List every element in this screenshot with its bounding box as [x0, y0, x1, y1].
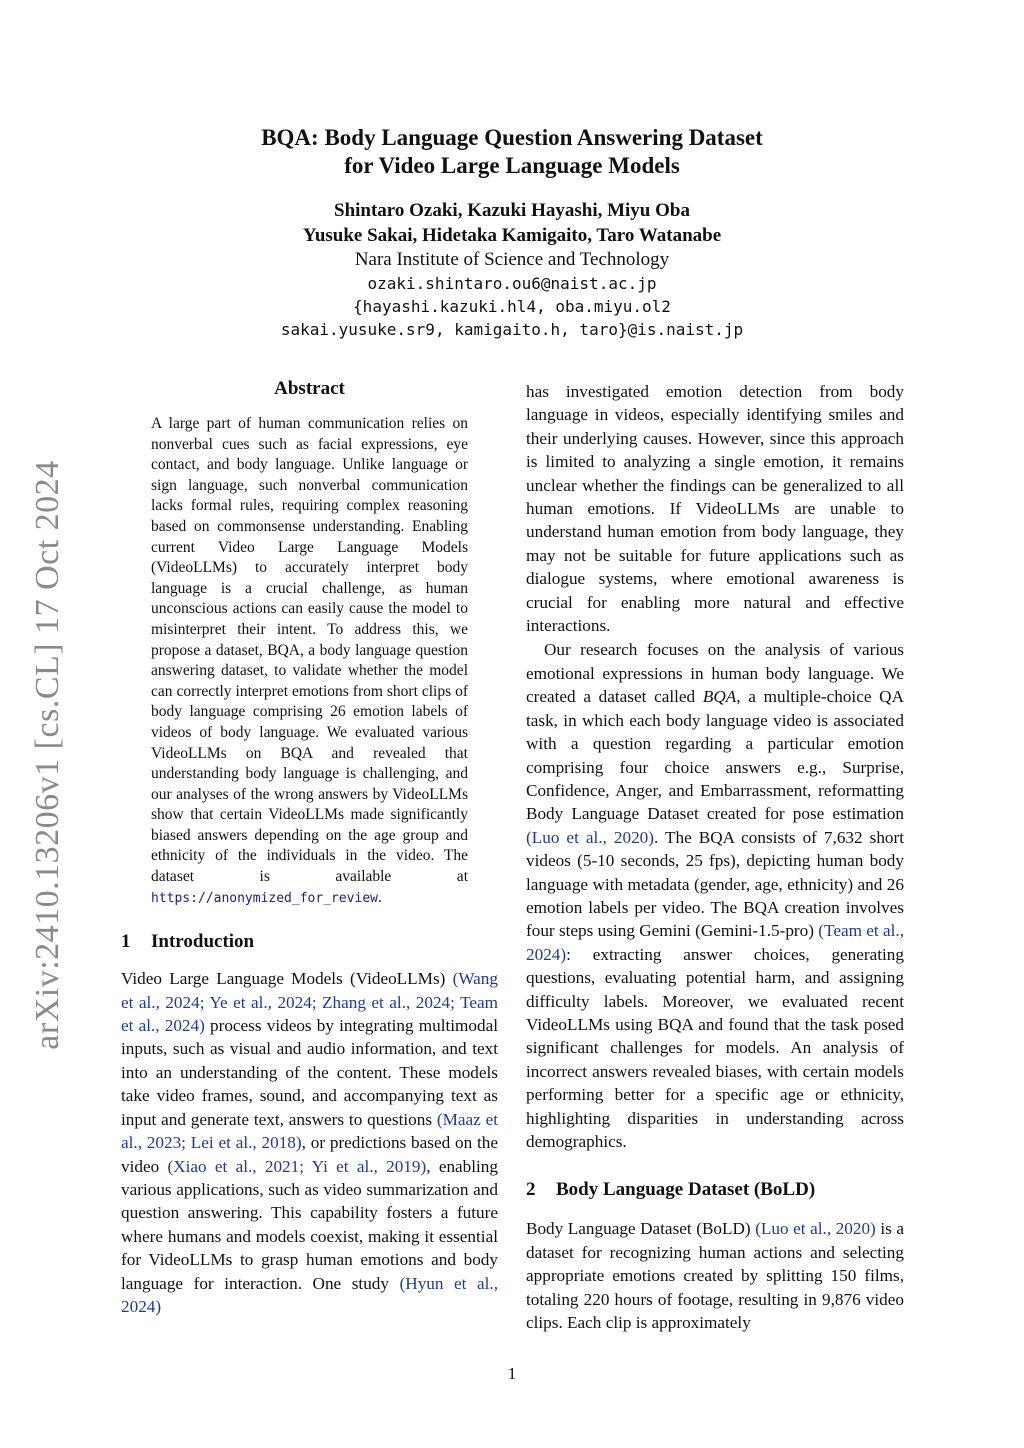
email-line-3: sakai.yusuke.sr9, kamigaito.h, taro}@is.naist.jp: [280, 320, 744, 339]
authors-line-1: Shintaro Ozaki, Kazuki Hayashi, Miyu Oba: [334, 200, 690, 221]
bold-p1-b: is a dataset for recognizing human actions and selecting appropriate emotions created by splitting 150 films, totaling 220 hours of footage, resulting in 9,876 video clips. Each clip is approximately: [526, 1219, 905, 1333]
dataset-name-bqa: BQA: [702, 687, 737, 707]
arxiv-stamp-text: arXiv:2410.13206v1 [cs.CL] 17 Oct 2024: [29, 460, 66, 1050]
bold-p1-a: Body Language Dataset (BoLD): [526, 1219, 751, 1239]
dataset-link[interactable]: https://anonymized_for_review: [151, 890, 378, 906]
citation-luo[interactable]: (Luo et al., 2020): [526, 827, 654, 847]
citation-xiao-yi[interactable]: (Xiao et al., 2021; Yi et al., 2019): [167, 1156, 427, 1176]
intro-p1-a: Video Large Language Models (VideoLLMs): [121, 969, 446, 989]
citation-hyun[interactable]: (Hyun et al., 2024): [121, 1273, 499, 1316]
section-2-heading: [526, 1177, 904, 1203]
abstract-body: A large part of human communication relies on nonverbal cues such as facial expressions, eye contact, and body language. Unlike language or sign language, such nonverbal communication lacks formal rules, requiring complex reasoning based on commonsense understanding. Enabling current Video Large Language Models (VideoLLMs) to accurately interpret body language is a crucial challenge, as human unconscious actions can easily cause the model to misinterpret their intent. To address this, we propose a dataset, BQA, a body language question answering dataset, to validate whether the model can correctly interpret emotions from short clips of body language comprising 26 emotion labels of videos of body language. We evaluated various VideoLLMs on BQA and revealed that understanding body language is challenging, and our analyses of the wrong answers by VideoLLMs show that certain VideoLLMs made significantly biased answers depending on the age group and ethnicity of the individuals in the video. The dataset is available at: [151, 415, 468, 886]
author-list: [150, 198, 874, 248]
intro-p1-d: , or predictions based on the video: [121, 1133, 498, 1176]
intro-paragraph-2: [526, 638, 904, 1153]
section-1-heading: [121, 929, 498, 955]
intro-p2-d: : extracting answer choices, generating questions, evaluating potential harm, and assigning difficulty labels. Moreover, we evaluated recent VideoLLMs using BQA and found that the task posed significant challenges for models. An analysis of incorrect answers revealed biases, with certain models performing better for a specific age or ethnicity, highlighting disparities in understanding across demographics.: [526, 944, 904, 1151]
page-number: 1: [507, 1364, 517, 1383]
section-1-number: 1: [121, 931, 131, 953]
citation-team[interactable]: (Team et al., 2024): [526, 921, 904, 964]
arxiv-stamp: [20, 450, 76, 1060]
section-1-title: Introduction: [151, 931, 255, 953]
right-column: [526, 380, 904, 1334]
intro-paragraph-1-continued: has investigated emotion detection from body language in videos, especially identifying smiles and their underlying causes. However, since this approach is limited to analyzing a single emotion, it remains unclear whether the findings can be generalized to all human emotions. If VideoLLMs are unable to understand human emotion from body language, they may not be suitable for future applications such as dialogue systems, where emotional awareness is crucial for enabling more natural and effective interactions.: [526, 382, 904, 636]
intro-p2-c: . The BQA consists of 7,632 short videos (5-10 seconds, 25 fps), depicting human body language with metadata (gender, age, ethnicity) and 26 emotion labels per video. The BQA creation involves four steps using Gemini (Gemini-1.5-pro): [526, 827, 904, 941]
citation-wang-ye-zhang-team[interactable]: (Wang et al., 2024; Ye et al., 2024; Zhang et al., 2024; Team et al., 2024): [121, 969, 498, 1036]
email-line-1: ozaki.shintaro.ou6@naist.ac.jp: [367, 274, 657, 293]
intro-p1-e: , enabling various applications, such as video summarization and question answering. This capability fosters a future where humans and models coexist, making it essential for VideoLLMs to grasp human emotions and body language for interaction. One study: [121, 1156, 498, 1293]
abstract-end: .: [377, 888, 382, 906]
paper-header: [150, 124, 874, 341]
bold-paragraph-1: [526, 1217, 904, 1334]
intro-p1-b: process videos by integrating multimodal inputs, such as visual and audio information, and text into an understanding of the content. These models take video frames, sound, and accompanying text as input and generate text, answers to questions: [121, 1016, 498, 1129]
paper-title: [150, 124, 874, 180]
title-line-1: BQA: Body Language Question Answering Dataset: [261, 125, 763, 150]
authors-line-2: Yusuke Sakai, Hidetaka Kamigaito, Taro Watanabe: [302, 225, 722, 246]
section-2-number: 2: [526, 1179, 536, 1201]
citation-maaz-lei[interactable]: (Maaz et al., 2023; Lei et al., 2018): [121, 1109, 498, 1153]
left-column: [121, 376, 498, 1318]
intro-p2-a: Our research focuses on the analysis of various emotional expressions in human body language. We created a dataset called: [526, 640, 904, 707]
title-line-2: for Video Large Language Models: [344, 153, 680, 178]
section-2-title: Body Language Dataset (BoLD): [556, 1179, 816, 1201]
affiliation: Nara Institute of Science and Technology: [354, 249, 670, 270]
citation-luo-bold[interactable]: (Luo et al., 2020): [755, 1219, 876, 1239]
intro-p2-b: , a multiple-choice QA task, in which each body language video is associated with a question regarding a particular emotion comprising four choice answers e.g., Surprise, Confidence, Anger, and Embarrassment, reformatting Body Language Dataset created for pose estimation: [526, 687, 905, 824]
abstract-heading: Abstract: [274, 378, 345, 399]
email-line-2: {hayashi.kazuki.hl4, oba.miyu.ol2: [353, 297, 671, 316]
abstract-text: [151, 414, 468, 909]
intro-paragraph-1: [121, 967, 498, 1318]
